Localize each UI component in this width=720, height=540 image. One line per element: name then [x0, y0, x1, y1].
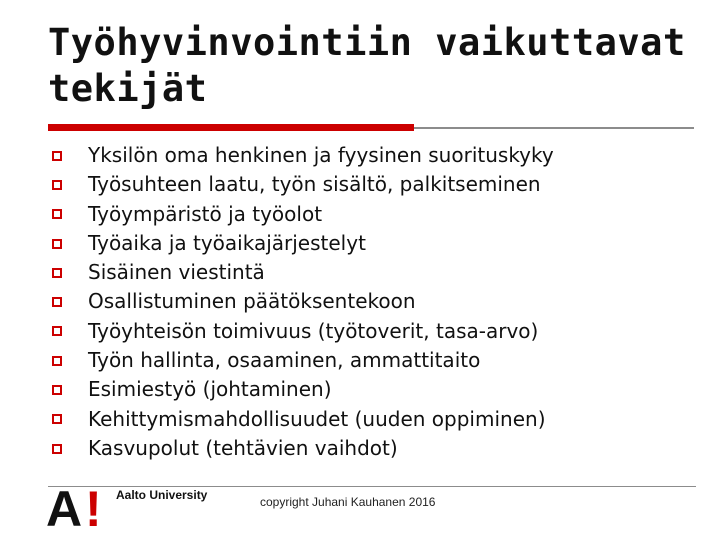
hollow-square-bullet-icon: [52, 414, 62, 424]
hollow-square-bullet-icon: [52, 297, 62, 307]
hollow-square-bullet-icon: [52, 268, 62, 278]
bullet-text: Kasvupolut (tehtävien vaihdot): [88, 435, 398, 460]
hollow-square-bullet-icon: [52, 209, 62, 219]
list-item: [50, 141, 554, 170]
aalto-logo-exclamation: !: [85, 481, 102, 537]
hollow-square-bullet-icon: [52, 444, 62, 454]
hollow-square-bullet-icon: [52, 356, 62, 366]
list-item: [50, 434, 554, 463]
list-item: [50, 346, 554, 375]
bullet-text: Työaika ja työaikajärjestelyt: [88, 230, 366, 255]
bullet-text: Esimiestyö (johtaminen): [88, 377, 332, 402]
hollow-square-bullet-icon: [52, 180, 62, 190]
bullet-text: Kehittymismahdollisuudet (uuden oppiminen): [88, 406, 546, 431]
aalto-logo-letter: A: [46, 481, 83, 537]
list-item: [50, 405, 554, 434]
list-item: [50, 229, 554, 258]
slide-title: Työhyvinvointiin vaikuttavat tekijät: [48, 21, 686, 110]
bullet-text: Työsuhteen laatu, työn sisältö, palkitseminen: [88, 172, 541, 197]
bullet-text: Sisäinen viestintä: [88, 260, 265, 285]
footer-divider: [48, 486, 696, 487]
list-item: [50, 287, 554, 316]
bullet-text: Osallistuminen päätöksentekoon: [88, 289, 416, 314]
bullet-text: Työympäristö ja työolot: [88, 201, 323, 226]
bullet-list: [50, 141, 554, 463]
hollow-square-bullet-icon: [52, 151, 62, 161]
hollow-square-bullet-icon: [52, 326, 62, 336]
hollow-square-bullet-icon: [52, 239, 62, 249]
hollow-square-bullet-icon: [52, 385, 62, 395]
bullet-text: Työn hallinta, osaaminen, ammattitaito: [88, 348, 481, 373]
list-item: [50, 200, 554, 229]
bullet-text: Yksilön oma henkinen ja fyysinen suorituskyky: [88, 143, 554, 167]
title-underline-red: [48, 124, 414, 131]
bullet-text: Työyhteisön toimivuus (työtoverit, tasa-arvo): [88, 318, 539, 343]
list-item: [50, 375, 554, 404]
list-item: [50, 317, 554, 346]
title-underline-gray: [414, 127, 694, 129]
university-name: Aalto University: [116, 488, 208, 502]
list-item: [50, 170, 554, 199]
copyright-text: copyright Juhani Kauhanen 2016: [260, 495, 436, 509]
list-item: [50, 258, 554, 287]
